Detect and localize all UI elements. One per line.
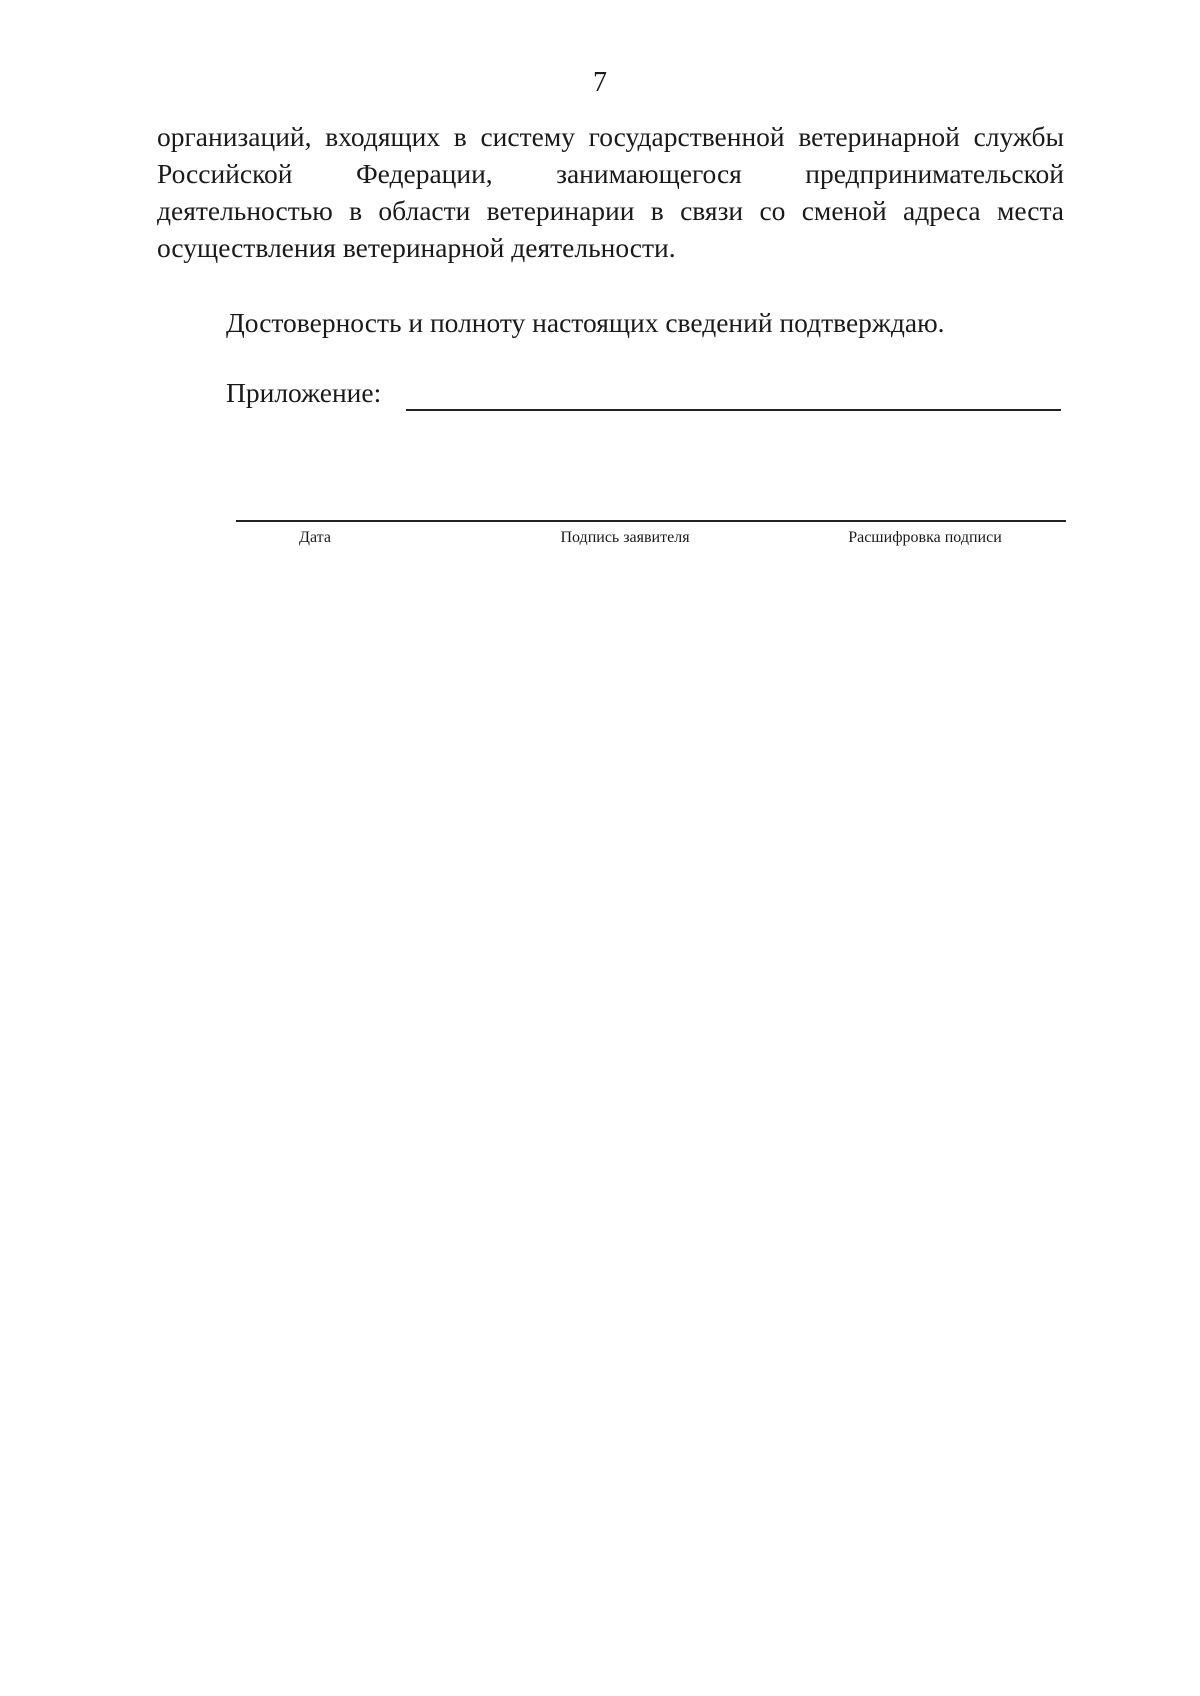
page-number: 7	[593, 67, 607, 98]
confirmation-statement: Достоверность и полноту настоящих сведений подтверждаю.	[226, 307, 945, 338]
continuation-paragraph: организаций, входящих в систему государственной ветеринарной службы Российской Федерации, занимающегося предпринимательской деятельностью в области ветеринарии в связи со сменой адреса места осуществления ветеринарной деятельности.	[157, 121, 1064, 263]
attachment-blank-line	[406, 409, 1061, 411]
attachment-row	[226, 375, 1066, 415]
date-caption: Дата	[299, 529, 331, 546]
signature-transcript-caption: Расшифровка подписи	[848, 529, 1002, 546]
signature-blank-line	[236, 520, 1066, 522]
attachment-label: Приложение:	[226, 377, 382, 408]
signature-caption: Подпись заявителя	[560, 529, 690, 546]
